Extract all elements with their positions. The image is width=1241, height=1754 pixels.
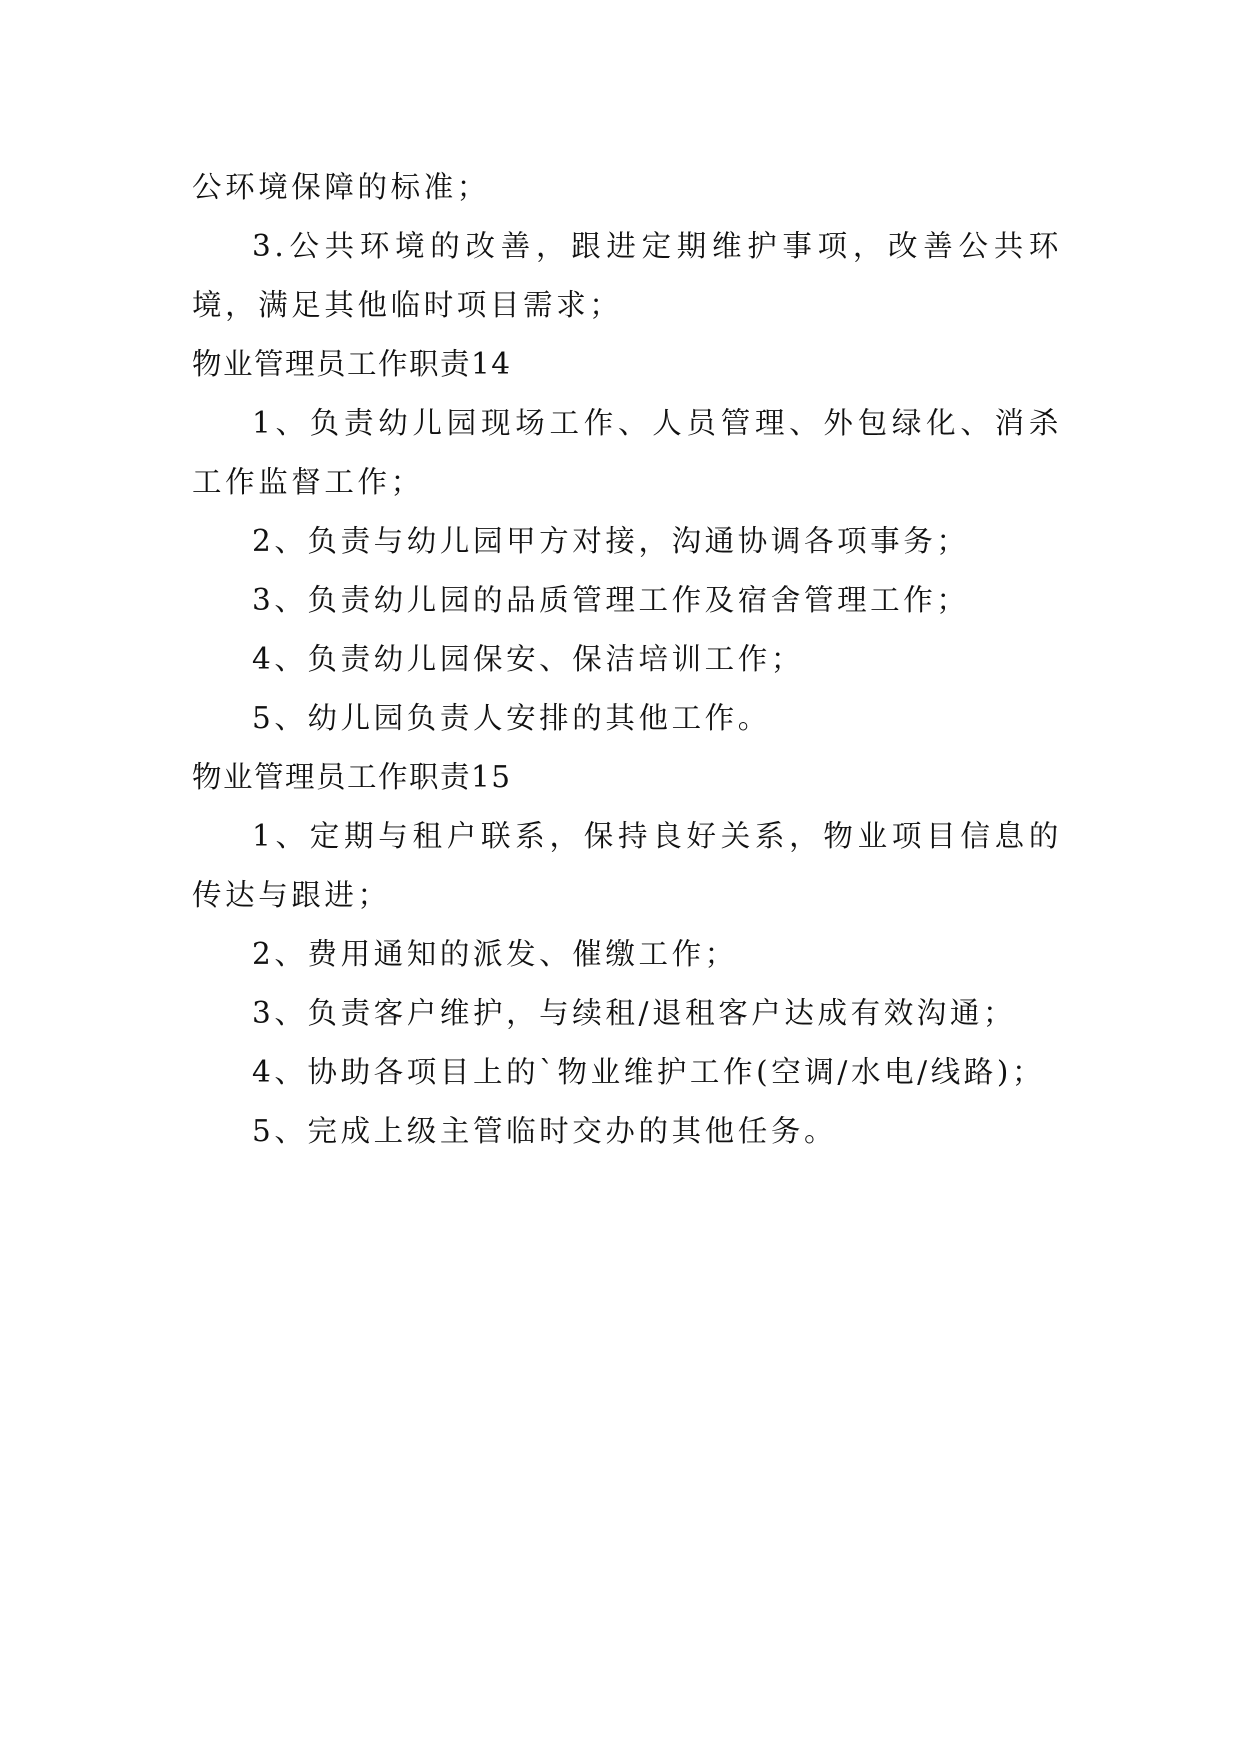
paragraph-item: 2、费用通知的派发、催缴工作； [252, 937, 738, 971]
paragraph-item: 4、协助各项目上的`物业维护工作(空调/水电/线路)； [252, 1055, 1046, 1089]
paragraph-item: 3.公共环境的改善，跟进定期维护事项，改善公共环境，满足其他临时项目需求； [192, 229, 1062, 322]
paragraph-item: 4、负责幼儿园保安、保洁培训工作； [252, 642, 804, 676]
section-heading: 物业管理员工作职责15 [192, 760, 512, 794]
paragraph-item: 2、负责与幼儿园甲方对接，沟通协调各项事务； [252, 524, 970, 558]
paragraph-item: 3、负责客户维护，与续租/退租客户达成有效沟通； [252, 996, 1017, 1030]
paragraph-item: 5、幼儿园负责人安排的其他工作。 [252, 701, 771, 735]
paragraph-item: 1、定期与租户联系，保持良好关系，物业项目信息的传达与跟进； [192, 819, 1062, 912]
paragraph-continuation: 公环境保障的标准； [192, 170, 490, 204]
paragraph-item: 5、完成上级主管临时交办的其他任务。 [252, 1114, 838, 1148]
document-body [192, 158, 1062, 1161]
paragraph-item: 3、负责幼儿园的品质管理工作及宿舍管理工作； [252, 583, 970, 617]
section-heading: 物业管理员工作职责14 [192, 347, 512, 381]
paragraph-item: 1、负责幼儿园现场工作、人员管理、外包绿化、消杀工作监督工作； [192, 406, 1062, 499]
